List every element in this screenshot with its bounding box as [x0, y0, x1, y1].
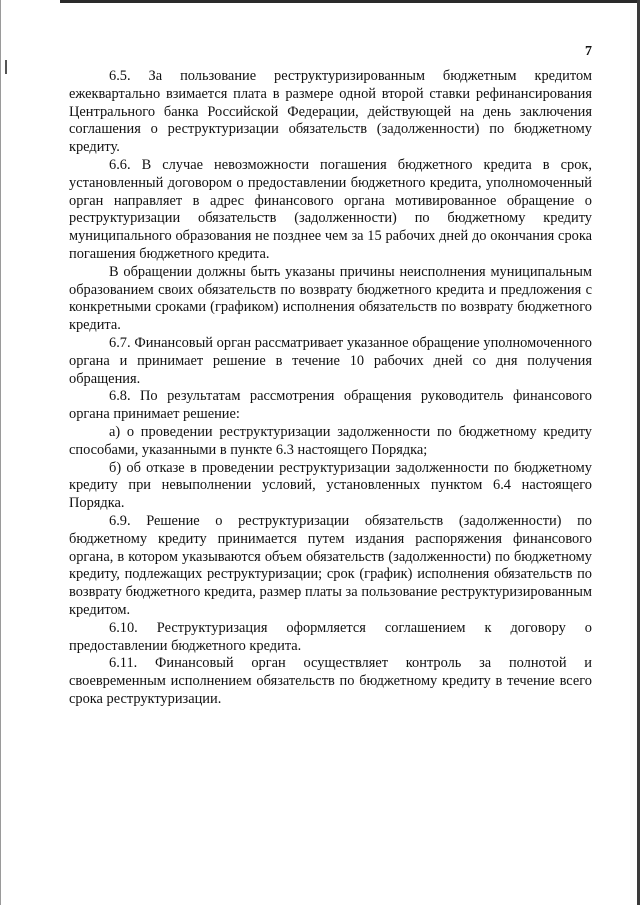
paragraph-6-10: 6.10. Реструктуризация оформляется соглашением к договору о предоставлении бюджетного кредита.: [69, 619, 592, 654]
paragraph-6-9: 6.9. Решение о реструктуризации обязательств (задолженности) по бюджетному кредиту принимается путем издания распоряжения финансового органа, в котором указываются объем обязательств (задолженности) по бюджетному кредиту, подлежащих реструктуризации; срок (график) исполнения обязательств по возврату бюджетного кредита, размер платы за пользование реструктуризированным кредитом.: [69, 512, 592, 618]
paragraph-6-8-a: а) о проведении реструктуризации задолженности по бюджетному кредиту способами, указанными в пункте 6.3 настоящего Порядка;: [69, 423, 592, 458]
paragraph-6-11: 6.11. Финансовый орган осуществляет контроль за полнотой и своевременным исполнением обязательств по бюджетному кредиту в течение всего срока реструктуризации.: [69, 655, 592, 707]
document-body: [69, 68, 592, 709]
paragraph-6-8-b: б) об отказе в проведении реструктуризации задолженности по бюджетному кредиту при невыполнении условий, установленных пунктом 6.4 настоящего Порядка.: [69, 459, 592, 512]
paragraph-6-8: 6.8. По результатам рассмотрения обращения руководитель финансового органа принимает решение:: [69, 388, 592, 423]
scan-edge-top: [60, 0, 640, 3]
paragraph-6-6-appeal: В обращении должны быть указаны причины неисполнения муниципальным образованием своих обязательств по возврату бюджетного кредита и предложения с конкретными сроками (графиком) исполнения обязательств по возврату бюджетного кредита.: [69, 263, 592, 334]
paragraph-6-7: 6.7. Финансовый орган рассматривает указанное обращение уполномоченного органа и принимает решение в течение 10 рабочих дней со дня получения обращения.: [69, 334, 592, 387]
margin-mark: [5, 60, 7, 74]
scan-edge-left: [0, 0, 1, 905]
page-number: 7: [585, 44, 592, 59]
paragraph-6-5: 6.5. За пользование реструктуризированным бюджетным кредитом ежеквартально взимается плата в размере одной второй ставки рефинансирования Центрального банка Российской Федерации, действующей на день заключения соглашения о реструктуризации обязательств (задолженности) по бюджетному кредиту.: [69, 68, 592, 156]
paragraph-6-6: 6.6. В случае невозможности погашения бюджетного кредита в срок, установленный договором о предоставлении бюджетного кредита, уполномоченный орган направляет в адрес финансового органа мотивированное обращение о реструктуризации обязательств (задолженности) по бюджетному кредиту муниципального образования не позднее чем за 15 рабочих дней до окончания срока погашения бюджетного кредита.: [69, 156, 592, 262]
